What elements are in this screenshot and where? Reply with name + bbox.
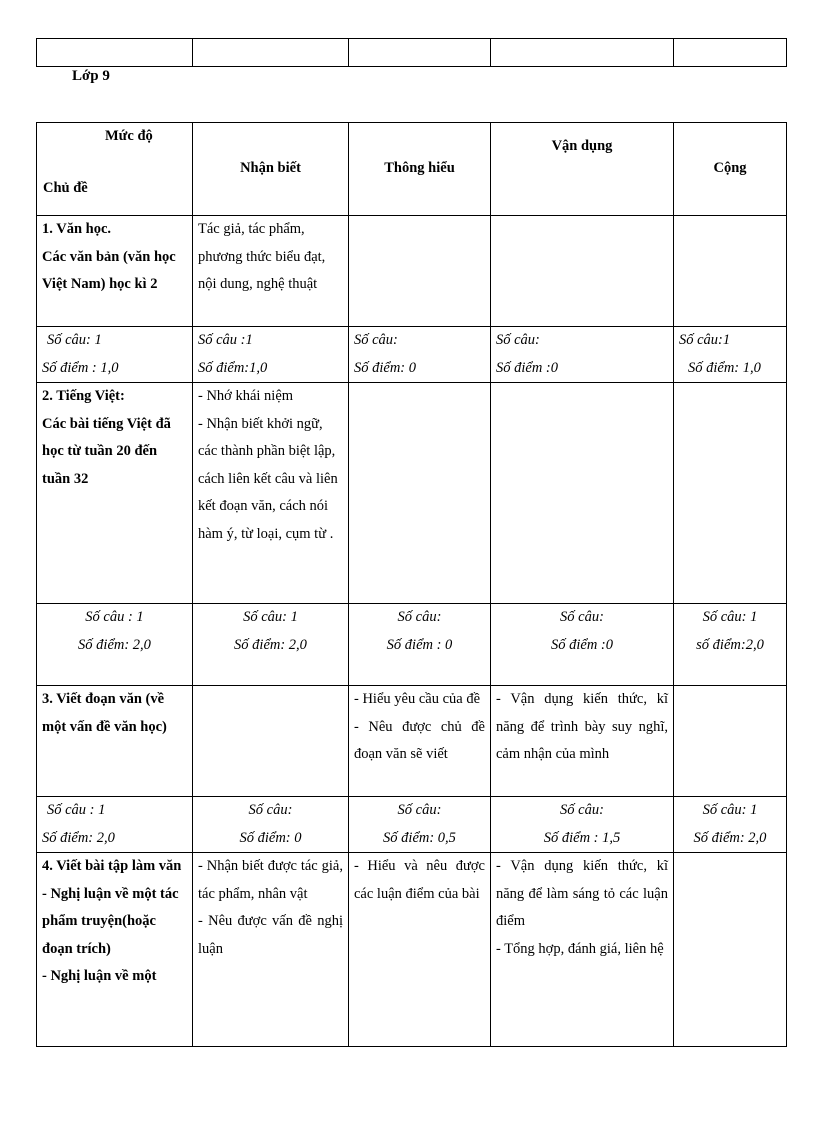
nhan-biet-cell (193, 686, 349, 797)
stats-cell (674, 327, 787, 383)
table-row (37, 383, 787, 604)
so-cau: Số câu :1 (198, 332, 253, 348)
header-row (37, 123, 787, 216)
stats-cell (349, 604, 491, 686)
nhan-biet-cell (193, 383, 349, 604)
so-cau: Số câu: (496, 332, 540, 348)
table-row (37, 216, 787, 327)
criteria-text: - Nhớ khái niệm (198, 388, 294, 404)
criteria-text: - Tổng hợp, đánh giá, liên hệ (496, 940, 664, 957)
so-cau: Số câu: (397, 609, 442, 625)
so-cau: Số câu : 1 (47, 802, 106, 818)
so-diem: số điểm:2,0 (696, 636, 764, 653)
so-diem: Số điểm: 0,5 (383, 829, 456, 846)
topic-cell (37, 853, 193, 1047)
stats-cell (37, 797, 193, 853)
van-dung-cell (491, 686, 674, 797)
empty-cell (674, 39, 787, 67)
criteria-text: - Nêu được chủ đề đoạn văn sẽ viết (354, 718, 485, 762)
cong-cell (674, 853, 787, 1047)
topic-text: - Nghị luận về một tác phẩm truyện(hoặc đoạn trích) (42, 885, 179, 957)
previous-table-remnant (36, 38, 787, 67)
empty-cell (349, 39, 491, 67)
so-cau: Số câu:1 (679, 332, 731, 348)
topic-text: Các bài tiếng Việt đã học từ tuần 20 đến tuần 32 (42, 415, 171, 487)
stats-cell (349, 797, 491, 853)
topic-title: 2. Tiếng Việt: (42, 388, 125, 404)
stats-cell (491, 604, 674, 686)
cong-cell (674, 686, 787, 797)
so-diem: Số điểm : 0 (386, 636, 453, 653)
stats-cell (674, 604, 787, 686)
table-row (37, 686, 787, 797)
nhan-biet-cell (193, 853, 349, 1047)
criteria-text: - Hiểu và nêu được các luận điểm của bài (354, 858, 485, 902)
topic-cell (37, 216, 193, 327)
so-cau: Số câu: (560, 609, 604, 625)
so-cau: Số câu: (397, 802, 442, 818)
so-cau: Số câu: (354, 332, 398, 348)
so-diem: Số điểm : 1,0 (42, 359, 119, 376)
stats-cell (491, 797, 674, 853)
empty-cell (193, 39, 349, 67)
topic-text: - Nghị luận về một (42, 968, 157, 984)
topic-cell (37, 686, 193, 797)
so-diem: Số điểm : 1,5 (543, 829, 621, 846)
stats-cell (37, 604, 193, 686)
stats-row (37, 604, 787, 686)
header-muc-do: Mức độ (105, 128, 153, 144)
so-cau: Số câu: 1 (702, 609, 758, 625)
criteria-text: Tác giả, tác phẩm, phương thức biểu đạt, nội dung, nghệ thuật (198, 221, 326, 292)
van-dung-cell (491, 853, 674, 1047)
so-cau: Số câu: (560, 802, 604, 818)
van-dung-cell (491, 383, 674, 604)
so-diem: Số điểm:1,0 (198, 359, 268, 376)
criteria-text: - Nêu được vấn đề nghị luận (198, 913, 343, 957)
thong-hieu-cell (349, 383, 491, 604)
thong-hieu-cell (349, 216, 491, 327)
so-diem: Số điểm :0 (550, 636, 613, 653)
header-cong: Cộng (674, 123, 787, 216)
stats-cell (349, 327, 491, 383)
criteria-text: - Vận dụng kiến thức, kĩ năng để trình bày suy nghĩ, cảm nhận của mình (496, 691, 668, 762)
so-cau: Số câu: 1 (243, 609, 298, 625)
so-diem: Số điểm: 2,0 (78, 636, 151, 653)
so-cau: Số câu: (248, 802, 293, 818)
stats-cell (193, 604, 349, 686)
topic-text: Các văn bản (văn học Việt Nam) học kì 2 (42, 248, 176, 292)
thong-hieu-cell (349, 853, 491, 1047)
so-diem: Số điểm :0 (496, 359, 559, 376)
empty-cell (37, 39, 193, 67)
nhan-biet-cell (193, 216, 349, 327)
cong-cell (674, 383, 787, 604)
table-row (37, 853, 787, 1047)
so-cau: Số câu: 1 (47, 332, 102, 348)
so-diem: Số điểm: 0 (354, 359, 417, 376)
cong-cell (674, 216, 787, 327)
so-diem: Số điểm: 2,0 (42, 829, 115, 846)
stats-cell (491, 327, 674, 383)
empty-cell (491, 39, 674, 67)
assessment-matrix-table (36, 122, 787, 1047)
stats-cell (193, 797, 349, 853)
stats-cell (674, 797, 787, 853)
stats-row (37, 797, 787, 853)
topic-title: 3. Viết đoạn văn (về một vấn đề văn học) (42, 691, 167, 735)
so-diem: Số điểm: 1,0 (688, 359, 761, 376)
criteria-text: - Vận dụng kiến thức, kĩ năng để làm sáng tỏ các luận điểm (496, 858, 668, 929)
criteria-text: - Nhận biết được tác giả, tác phẩm, nhân vật (198, 858, 343, 902)
header-thong-hieu: Thông hiểu (349, 123, 491, 216)
topic-title: 1. Văn học. (42, 221, 112, 237)
topic-title: 4. Viết bài tập làm văn (42, 858, 182, 874)
stats-row (37, 327, 787, 383)
so-diem: Số điểm: 2,0 (234, 636, 307, 653)
topic-cell (37, 383, 193, 604)
so-cau: Số câu : 1 (85, 609, 144, 625)
thong-hieu-cell (349, 686, 491, 797)
criteria-text: - Nhận biết khởi ngữ, các thành phần biệt lập, cách liên kết câu và liên kết đoạn văn, cách nói hàm ý, từ loại, cụm từ . (198, 415, 338, 542)
header-nhan-biet: Nhận biết (193, 123, 349, 216)
so-cau: Số câu: 1 (702, 802, 758, 818)
so-diem: Số điểm: 2,0 (693, 829, 767, 846)
van-dung-cell (491, 216, 674, 327)
grade-label: Lớp 9 (72, 68, 110, 84)
header-corner-cell (37, 123, 193, 216)
header-chu-de: Chủ đề (43, 180, 88, 196)
header-van-dung: Vận dụng (491, 123, 674, 216)
so-diem: Số điểm: 0 (239, 829, 302, 846)
criteria-text: - Hiểu yêu cầu của đề (354, 691, 481, 707)
stats-cell (193, 327, 349, 383)
stats-cell (37, 327, 193, 383)
